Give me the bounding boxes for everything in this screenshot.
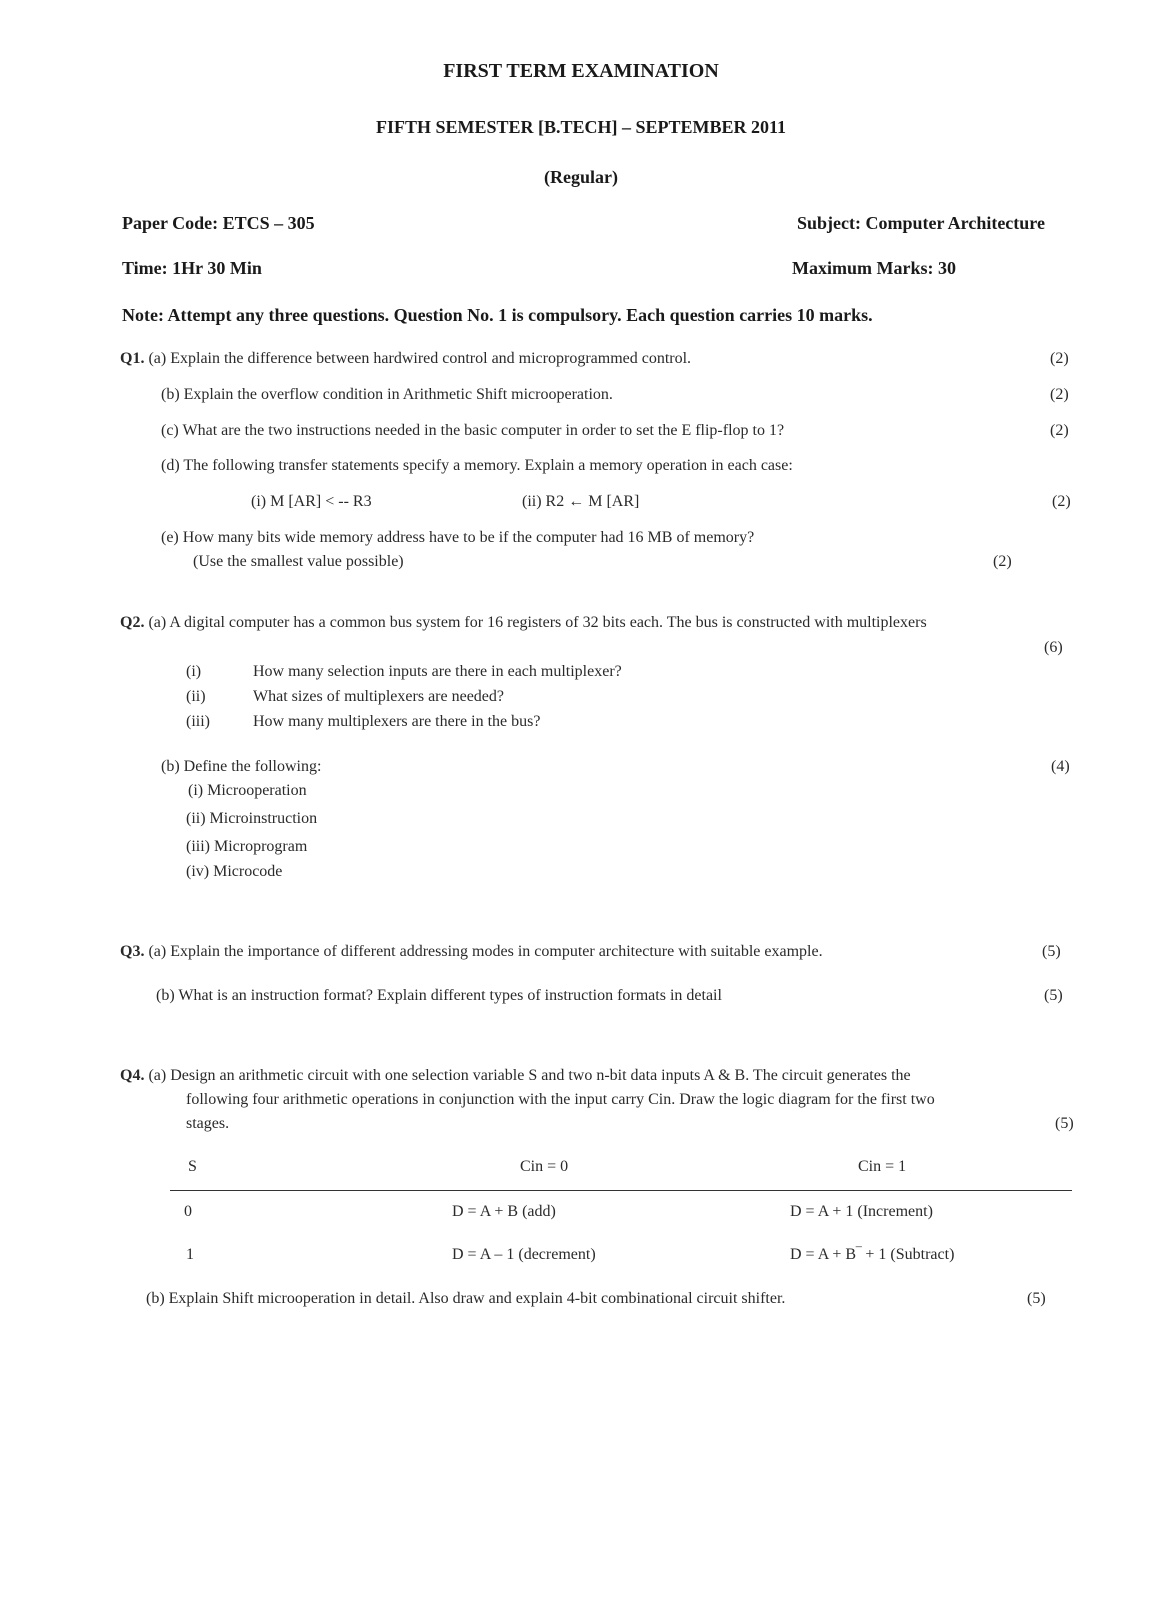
q4-a-marks: (5) — [1055, 1115, 1074, 1132]
q1-a-row — [120, 350, 691, 368]
q2-b-marks: (4) — [1051, 758, 1070, 775]
q3-a-label: (a) — [148, 943, 167, 960]
table-divider — [170, 1190, 1072, 1191]
q2-a-text: A digital computer has a common bus system for 16 registers of 32 bits each. The bus is constructed with multiplexers — [169, 614, 927, 631]
exam-title: FIRST TERM EXAMINATION — [443, 60, 719, 82]
q2-b-item: (iii) Microprogram — [186, 838, 308, 855]
q3-number: Q3. — [120, 943, 145, 960]
q1-a-label: (a) — [148, 350, 167, 367]
q1-b-label: (b) — [161, 386, 180, 403]
q3-a-text: Explain the importance of different addressing modes in computer architecture with suitable example. — [170, 943, 823, 960]
q1-d-statement-i: (i) M [AR] < -- R3 — [251, 493, 372, 510]
q2-a-item-num: (i) — [186, 663, 202, 680]
q2-number: Q2. — [120, 614, 145, 631]
q1-d-statement-ii: (ii) R2 ← M [AR] — [522, 493, 640, 510]
q1-b-marks: (2) — [1050, 386, 1069, 403]
table-cell: D = A + B‾ + 1 (Subtract) — [790, 1246, 955, 1263]
q1-c-text: What are the two instructions needed in the basic computer in order to set the E flip-flop to 1? — [182, 422, 785, 439]
q2-b-item: (i) Microoperation — [188, 782, 307, 799]
q3-a-marks: (5) — [1042, 943, 1061, 960]
q2-a-row — [120, 614, 927, 632]
q4-b-marks: (5) — [1027, 1290, 1046, 1307]
q2-a-item-num: (ii) — [186, 688, 206, 705]
q1-c-label: (c) — [161, 422, 179, 439]
table-cell: D = A + 1 (Increment) — [790, 1203, 933, 1220]
q1-b-text: Explain the overflow condition in Arithmetic Shift microoperation. — [183, 386, 613, 403]
q1-c-row — [161, 422, 784, 440]
q2-b-item: (iv) Microcode — [186, 863, 283, 880]
q4-a-row — [120, 1067, 911, 1085]
q4-a-line1: Design an arithmetic circuit with one selection variable S and two n-bit data inputs A & B. The circuit generates the — [170, 1067, 911, 1084]
q4-b-text: Explain Shift microoperation in detail. Also draw and explain 4-bit combinational circuit shifter. — [168, 1290, 786, 1307]
table-cell: 0 — [184, 1203, 192, 1220]
q4-b-row — [146, 1290, 785, 1308]
q2-a-item-text: How many selection inputs are there in each multiplexer? — [253, 663, 622, 680]
q1-c-marks: (2) — [1050, 422, 1069, 439]
q4-a-label: (a) — [148, 1067, 167, 1084]
table-cell: 1 — [186, 1246, 194, 1263]
q1-a-text: Explain the difference between hardwired control and microprogrammed control. — [170, 350, 692, 367]
paper-code: Paper Code: ETCS – 305 — [122, 213, 315, 233]
table-header-s: S — [188, 1158, 197, 1175]
q2-b-label: (b) — [161, 758, 180, 775]
q2-b-row — [161, 758, 321, 776]
subject: Subject: Computer Architecture — [797, 213, 1045, 233]
q2-a-label: (a) — [148, 614, 167, 631]
table-cell: D = A – 1 (decrement) — [452, 1246, 596, 1263]
q3-b-marks: (5) — [1044, 987, 1063, 1004]
table-cell: D = A + B (add) — [452, 1203, 556, 1220]
q4-number: Q4. — [120, 1067, 145, 1084]
semester-line: FIFTH SEMESTER [B.TECH] – SEPTEMBER 2011 — [375, 117, 787, 137]
q1-e-text: How many bits wide memory address have to be if the computer had 16 MB of memory? — [182, 529, 755, 546]
exam-note: Note: Attempt any three questions. Question No. 1 is compulsory. Each question carries 10 marks. — [122, 305, 873, 325]
q1-e-marks: (2) — [993, 553, 1012, 570]
max-marks: Maximum Marks: 30 — [792, 258, 956, 278]
q2-a-item-text: What sizes of multiplexers are needed? — [253, 688, 504, 705]
exam-type: (Regular) — [544, 167, 618, 187]
q2-a-item-text: How many multiplexers are there in the bus? — [253, 713, 541, 730]
q2-a-item-num: (iii) — [186, 713, 210, 730]
q2-b-item: (ii) Microinstruction — [186, 810, 318, 827]
q1-d-text: The following transfer statements specify a memory. Explain a memory operation in each case: — [183, 457, 793, 474]
table-header-cin0: Cin = 0 — [520, 1158, 569, 1175]
q1-e-label: (e) — [161, 529, 179, 546]
q4-b-label: (b) — [146, 1290, 165, 1307]
table-header-cin1: Cin = 1 — [858, 1158, 907, 1175]
q1-d-marks: (2) — [1052, 493, 1071, 510]
q2-a-marks: (6) — [1044, 639, 1063, 656]
q2-b-text: Define the following: — [183, 758, 322, 775]
q4-a-line2: following four arithmetic operations in conjunction with the input carry Cin. Draw the logic diagram for the first two — [186, 1091, 935, 1108]
q4-a-line3: stages. — [186, 1115, 230, 1132]
q1-d-row — [161, 457, 793, 475]
time-allowed: Time: 1Hr 30 Min — [122, 258, 262, 278]
q1-d-label: (d) — [161, 457, 180, 474]
q1-number: Q1. — [120, 350, 145, 367]
q3-a-row — [120, 943, 823, 961]
q3-b-text: What is an instruction format? Explain different types of instruction formats in detail — [178, 987, 722, 1004]
q1-e-note: (Use the smallest value possible) — [193, 553, 404, 570]
q1-e-row — [161, 529, 754, 547]
q1-b-row — [161, 386, 613, 404]
q3-b-row — [156, 987, 722, 1005]
q3-b-label: (b) — [156, 987, 175, 1004]
q1-a-marks: (2) — [1050, 350, 1069, 367]
